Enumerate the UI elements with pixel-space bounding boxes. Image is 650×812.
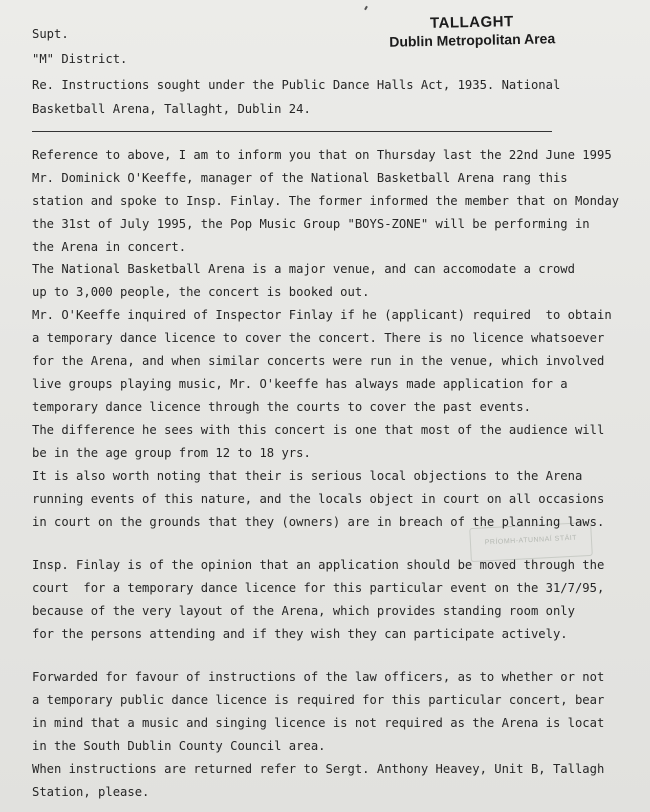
body-line: in mind that a music and singing licence is not required as the Arena is locat bbox=[32, 716, 605, 730]
body-line: running events of this nature, and the locals object in court on all occasions bbox=[32, 492, 605, 506]
body-line: Reference to above, I am to inform you that on Thursday last the 22nd June 1995 bbox=[32, 148, 612, 162]
body-line: Mr. Dominick O'Keeffe, manager of the National Basketball Arena rang this bbox=[32, 171, 568, 185]
body-line: because of the very layout of the Arena, which provides standing room only bbox=[32, 604, 575, 618]
station-stamp bbox=[372, 12, 573, 50]
body-line: The National Basketball Arena is a major venue, and can accomodate a crowd bbox=[32, 262, 575, 276]
body-line: station and spoke to Insp. Finlay. The former informed the member that on Monday bbox=[32, 194, 619, 208]
body-line: court for a temporary dance licence for this particular event on the 31/7/95, bbox=[32, 581, 605, 595]
body-line: The difference he sees with this concert is one that most of the audience will bbox=[32, 423, 605, 437]
body-line: for the persons attending and if they wish they can participate actively. bbox=[32, 627, 568, 641]
header-divider bbox=[32, 131, 552, 132]
body-line: a temporary dance licence to cover the concert. There is no licence whatsoever bbox=[32, 331, 605, 345]
body-line: temporary dance licence through the courts to cover the past events. bbox=[32, 400, 531, 414]
body-line: the 31st of July 1995, the Pop Music Group "BOYS-ZONE" will be performing in bbox=[32, 217, 590, 231]
district: "M" District. bbox=[32, 52, 128, 66]
body-line: the Arena in concert. bbox=[32, 240, 187, 254]
subject-line-2: Basketball Arena, Tallaght, Dublin 24. bbox=[32, 102, 311, 116]
stamp-station: TALLAGHT bbox=[429, 13, 514, 32]
body-line: be in the age group from 12 to 18 yrs. bbox=[32, 446, 311, 460]
body-line: Forwarded for favour of instructions of the law officers, as to whether or not bbox=[32, 670, 605, 684]
stamp-area: Dublin Metropolitan Area bbox=[389, 30, 556, 50]
body-line: for the Arena, and when similar concerts were run in the venue, which involved bbox=[32, 354, 605, 368]
recipient: Supt. bbox=[32, 27, 69, 41]
body-line: Insp. Finlay is of the opinion that an application should be moved through the bbox=[32, 558, 605, 572]
body-line: Station, please. bbox=[32, 785, 150, 799]
body-line: When instructions are returned refer to Sergt. Anthony Heavey, Unit B, Tallagh bbox=[32, 762, 605, 776]
body-line: in the South Dublin County Council area. bbox=[32, 739, 326, 753]
pen-mark bbox=[364, 6, 368, 10]
body-line: up to 3,000 people, the concert is booked out. bbox=[32, 285, 370, 299]
body-line: live groups playing music, Mr. O'keeffe has always made application for a bbox=[32, 377, 568, 391]
body-line: Mr. O'Keeffe inquired of Inspector Finlay if he (applicant) required to obtain bbox=[32, 308, 612, 322]
body-line: a temporary public dance licence is required for this particular concert, bear bbox=[32, 693, 605, 707]
subject-line-1: Re. Instructions sought under the Public Dance Halls Act, 1935. National bbox=[32, 78, 561, 92]
body-line: in court on the grounds that they (owners) are in breach of the planning laws. bbox=[32, 515, 605, 529]
faint-stamp: PRÍOMH-ATUNNAÍ STÁIT bbox=[469, 522, 593, 562]
body-line: It is also worth noting that their is serious local objections to the Arena bbox=[32, 469, 583, 483]
